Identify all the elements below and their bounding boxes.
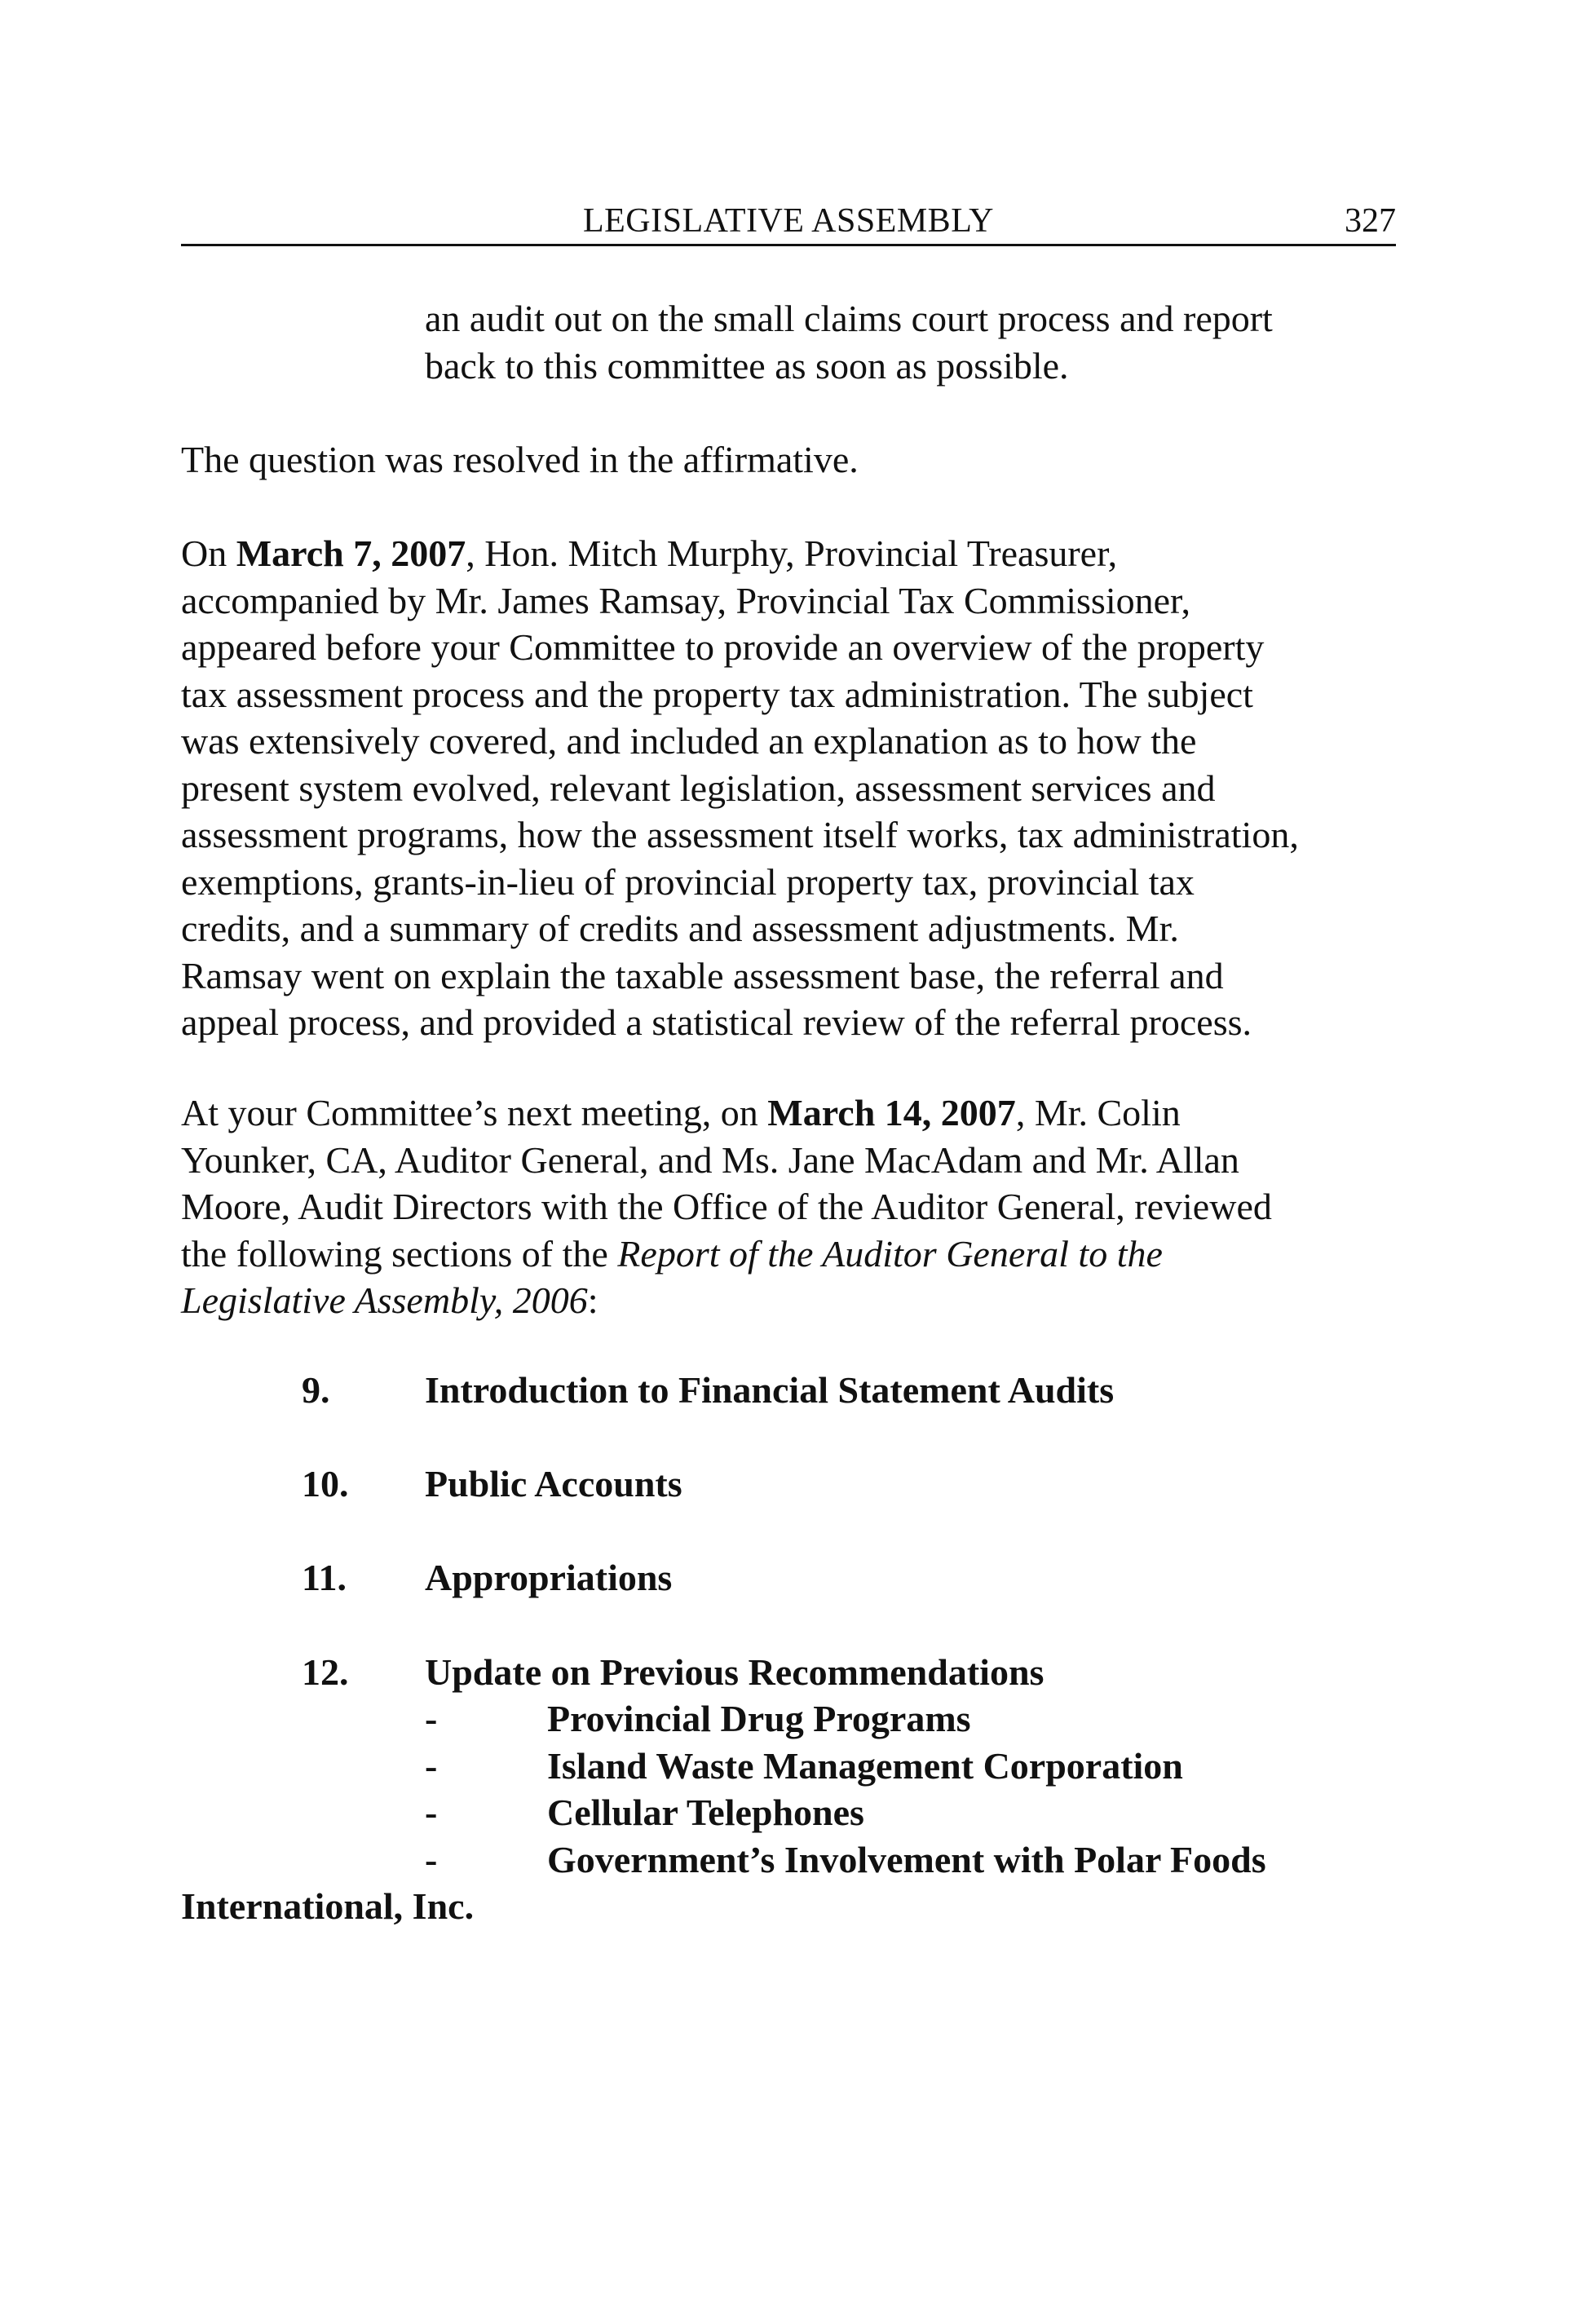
paragraph-line: Moore, Audit Directors with the Office of the Auditor General, reviewed — [181, 1186, 1272, 1227]
march14-paragraph — [181, 1089, 1272, 1324]
bullet-dash: - — [425, 1792, 438, 1833]
sub-item-text: Government’s Involvement with Polar Foods — [547, 1839, 1266, 1880]
section-title: Public Accounts — [425, 1463, 682, 1504]
list-item — [0, 1367, 1590, 1414]
sub-item-text: Provincial Drug Programs — [547, 1698, 971, 1739]
page-number: 327 — [1345, 202, 1396, 240]
section-title: Appropriations — [425, 1557, 673, 1598]
paragraph-line: appeal process, and provided a statistical review of the referral process. — [181, 1001, 1252, 1043]
section-number: 9. — [302, 1369, 330, 1411]
sub-list-item — [0, 1695, 1590, 1743]
bullet-dash: - — [425, 1698, 438, 1739]
paragraph-line: exemptions, grants-in-lieu of provincial property tax, provincial tax — [181, 860, 1195, 903]
paragraph-line: credits, and a summary of credits and assessment adjustments. Mr. — [181, 908, 1179, 949]
list-item — [0, 1554, 1590, 1602]
paragraph-line: tax assessment process and the property tax administration. The subject — [181, 673, 1253, 715]
section-number: 11. — [302, 1557, 347, 1598]
report-title: Report of the Auditor General to the — [617, 1232, 1163, 1275]
resolution-paragraph — [181, 436, 859, 484]
meeting-date: March 7, 2007 — [236, 532, 466, 574]
meeting-date: March 14, 2007 — [767, 1092, 1016, 1133]
line-suffix: : — [587, 1279, 598, 1321]
paragraph-line — [181, 1089, 1272, 1137]
paragraph-line — [181, 1277, 1272, 1324]
line-prefix: the following sections of the — [181, 1232, 618, 1275]
line-prefix: At your Committee’s next meeting, on — [181, 1092, 768, 1133]
indented-quote — [425, 295, 1273, 389]
list-item — [0, 1460, 1590, 1508]
paragraph-line: accompanied by Mr. James Ramsay, Provincial Tax Commissioner, — [181, 579, 1191, 621]
bullet-dash: - — [425, 1839, 438, 1880]
quote-line: back to this committee as soon as possible. — [425, 344, 1069, 387]
section-number: 10. — [302, 1463, 349, 1504]
section-number: 12. — [302, 1651, 349, 1693]
line-rest: , Hon. Mitch Murphy, Provincial Treasurer, — [466, 532, 1118, 574]
sub-list-item — [0, 1836, 1590, 1884]
list-item — [0, 1649, 1590, 1696]
paragraph-line: Younker, CA, Auditor General, and Ms. Jane MacAdam and Mr. Allan — [181, 1138, 1239, 1181]
section-title: Update on Previous Recommendations — [425, 1651, 1045, 1693]
paragraph-line: appeared before your Committee to provide an overview of the property — [181, 626, 1265, 668]
running-head: LEGISLATIVE ASSEMBLY — [583, 202, 994, 240]
section-title: Introduction to Financial Statement Audits — [425, 1369, 1115, 1411]
paragraph-line: assessment programs, how the assessment itself works, tax administration, — [181, 814, 1299, 855]
report-title: Legislative Assembly, 2006 — [181, 1279, 588, 1321]
bullet-dash: - — [425, 1745, 438, 1787]
line-rest: , Mr. Colin — [1015, 1092, 1181, 1133]
resolution-text: The question was resolved in the affirmative. — [181, 439, 859, 480]
sub-list-item — [0, 1789, 1590, 1836]
paragraph-line: present system evolved, relevant legislation, assessment services and — [181, 767, 1216, 809]
paragraph-line: was extensively covered, and included an explanation as to how the — [181, 720, 1197, 762]
sub-list-item — [0, 1743, 1590, 1790]
line-prefix: On — [181, 532, 236, 574]
page-header — [181, 198, 1396, 246]
sub-item-text: Island Waste Management Corporation — [547, 1745, 1183, 1787]
paragraph-line: Ramsay went on explain the taxable assessment base, the referral and — [181, 954, 1224, 996]
march7-paragraph — [181, 530, 1299, 1046]
quote-line: an audit out on the small claims court process and report — [425, 298, 1273, 339]
sub-item-text: Cellular Telephones — [547, 1792, 864, 1833]
sub-item-continuation: International, Inc. — [181, 1885, 475, 1927]
paragraph-line — [181, 1230, 1272, 1278]
paragraph-line — [181, 530, 1299, 577]
